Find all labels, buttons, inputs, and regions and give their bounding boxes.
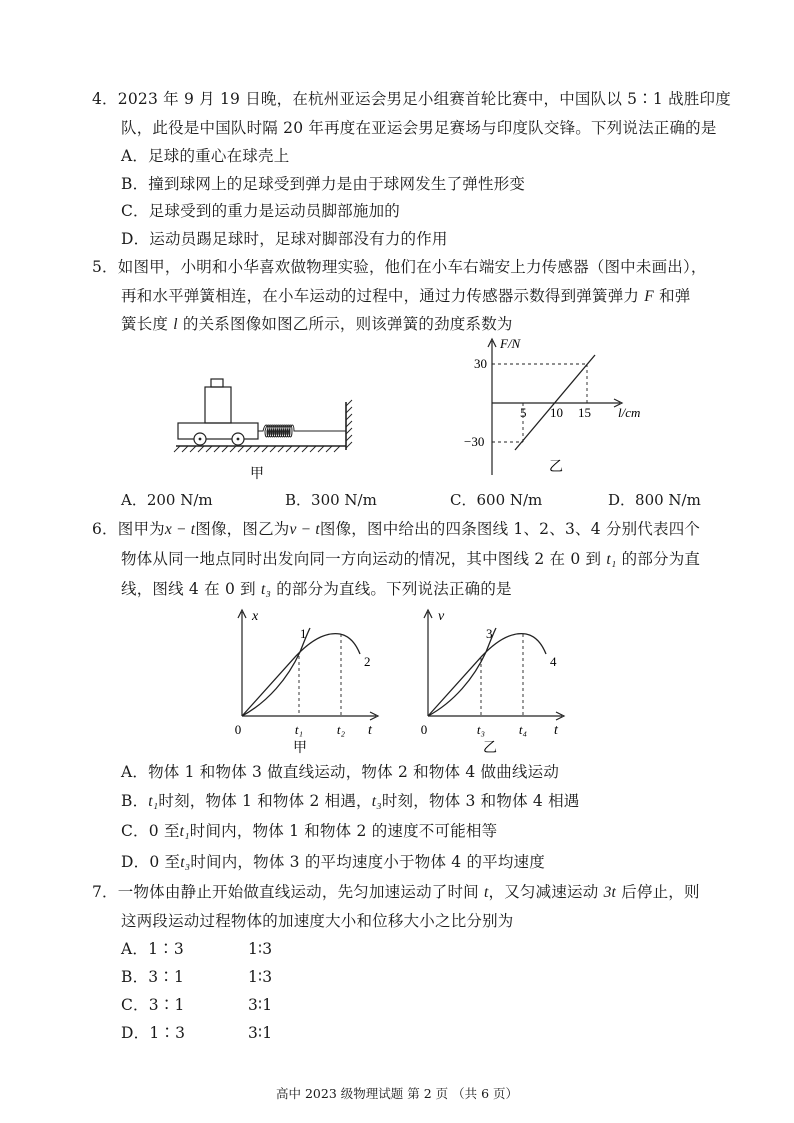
x-axis-label: t [368, 723, 372, 738]
q4-option-d: D．运动员踢足球时，足球对脚部没有力的作用 [121, 230, 448, 248]
cart-body [178, 423, 258, 439]
t1-label: t₁ [294, 722, 304, 737]
q5-stem-line2: 再和水平弹簧相连，在小车运动的过程中，通过力传感器示数得到弹簧弹力 F 和弹 [121, 287, 691, 305]
q6-graph-v-t [414, 606, 574, 756]
origin-label: 0 [420, 722, 428, 737]
x-axis-label: l/cm [618, 405, 641, 420]
q6-option-d: D．0 至t₃时间内，物体 3 的平均速度小于物体 4 的平均速度 [121, 853, 545, 871]
tick-neg30: −30 [464, 434, 485, 449]
q4-number: 4． [92, 90, 118, 108]
q4-option-a: A．足球的重心在球壳上 [121, 147, 290, 165]
tick-10: 10 [550, 405, 563, 420]
weight-block [205, 387, 231, 423]
q5-option-b: B．300 N/m [285, 491, 377, 509]
q7-stem-line2: 这两段运动过程物体的加速度大小和位移大小之比分别为 [121, 912, 514, 930]
q6-stem-line2: 物体从同一地点同时出发向同一方向运动的情况，其中图线 2 在 0 到 t₁ 的部分为直 [121, 550, 701, 568]
curve-1-label: 1 [300, 626, 307, 641]
graph-2-caption: 乙 [483, 741, 497, 756]
t3-label: t₃ [476, 722, 486, 737]
wall-hatching [346, 400, 352, 448]
curve-2-label: 2 [364, 654, 371, 669]
page-footer: 高中 2023 级物理试题 第 2 页 （共 6 页） [275, 1086, 518, 1101]
q7-option-a-ratio2: 1∶3 [248, 940, 273, 958]
t4-label: t₄ [518, 722, 528, 737]
q6-option-c: C．0 至t₁时间内，物体 1 和物体 2 的速度不可能相等 [121, 822, 498, 840]
q7-option-d-ratio2: 3∶1 [248, 1024, 273, 1042]
q6-number: 6． [92, 520, 118, 538]
y-axis-label: v [438, 609, 445, 624]
curve-3-label: 3 [486, 626, 493, 641]
tick-5: 5 [520, 405, 527, 420]
graph-1-caption: 甲 [293, 741, 307, 756]
ground-hatching [174, 446, 340, 452]
q6-stem-line3: 线，图线 4 在 0 到 t₃ 的部分为直线。下列说法正确的是 [121, 580, 512, 598]
q7-stem-line1: 7．一物体由静止开始做直线运动，先匀加速运动了时间 t，又匀减速运动 3t 后停止，则 [92, 883, 700, 901]
y-axis-label: x [252, 609, 259, 624]
y-axis-label: F/N [500, 336, 521, 351]
q7-option-a: A．1∶3 [121, 940, 184, 958]
x-axis-label: t [554, 723, 558, 738]
curve-4-label: 4 [550, 654, 557, 669]
q6-stem-line1: 6．图甲为x − t图像，图乙为v − t图像，图中给出的四条图线 1、2、3、4 分别代表四个 [92, 520, 701, 538]
weight-top [211, 379, 223, 387]
q5-stem-line1: 5．如图甲，小明和小华喜欢做物理实验，他们在小车右端安上力传感器（图中未画出）， [92, 258, 707, 276]
guide-lines [481, 634, 523, 716]
tick-15: 15 [578, 405, 591, 420]
q4-stem-line1: 4．2023 年 9 月 19 日晚，在杭州亚运会男足小组赛首轮比赛中，中国队以 5∶1 战胜印度 [92, 90, 731, 108]
fig-yi-caption: 乙 [549, 460, 563, 475]
q4-option-b: B．撞到球网上的足球受到弹力是由于球网发生了弹性形变 [121, 175, 526, 193]
q6-option-a: A．物体 1 和物体 3 做直线运动，物体 2 和物体 4 做曲线运动 [121, 763, 560, 781]
t2-label: t₂ [336, 722, 346, 737]
curve-3 [428, 628, 496, 716]
origin-label: 0 [234, 722, 242, 737]
spring-coil [258, 425, 346, 437]
q7-option-c: C．3∶1 [121, 996, 185, 1014]
q7-option-d: D．1∶3 [121, 1024, 186, 1042]
curve-1 [242, 628, 310, 716]
q5-graph-f-vs-l [460, 333, 660, 483]
q5-option-c: C．600 N/m [450, 491, 543, 509]
q4-option-c: C．足球受到的重力是运动员脚部施加的 [121, 202, 400, 220]
q5-stem-line3: 簧长度 l 的关系图像如图乙所示，则该弹簧的劲度系数为 [121, 315, 513, 333]
q5-number: 5． [92, 258, 118, 276]
q7-option-c-ratio2: 3∶1 [248, 996, 273, 1014]
fig-jia-caption: 甲 [250, 467, 264, 482]
q4-stem-line2: 队，此役是中国队时隔 20 年再度在亚运会男足赛场与印度队交锋。下列说法正确的是 [121, 119, 717, 137]
q5-figure-cart-spring [170, 370, 360, 490]
q6-graph-x-t [228, 606, 388, 756]
q5-option-d: D．800 N/m [608, 491, 701, 509]
q6-option-b: B．t₁时刻，物体 1 和物体 2 相遇，t₃时刻，物体 3 和物体 4 相遇 [121, 792, 580, 810]
q7-option-b: B．3∶1 [121, 968, 185, 986]
tick-30: 30 [474, 356, 487, 371]
q5-option-a: A．200 N/m [121, 491, 213, 509]
q7-option-b-ratio2: 1∶3 [248, 968, 273, 986]
q7-number: 7． [92, 883, 118, 901]
